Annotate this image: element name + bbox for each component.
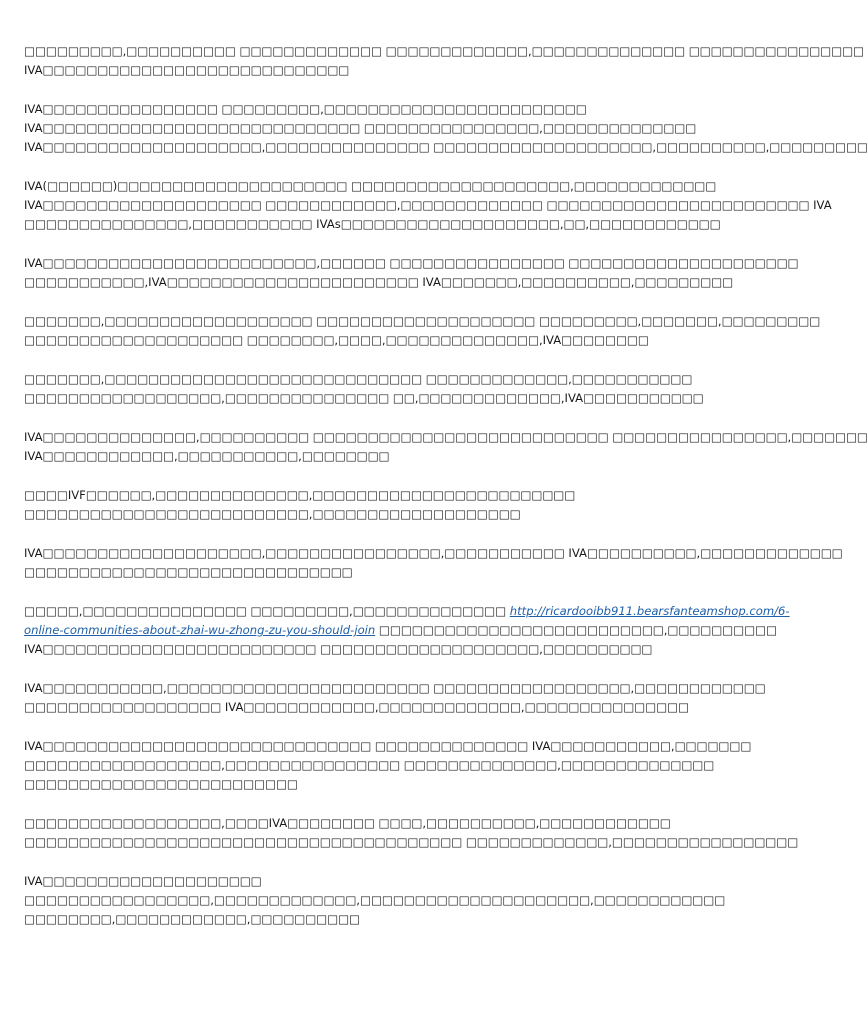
paragraph-12 <box>24 737 752 794</box>
paragraph-11 <box>24 679 766 717</box>
text-segment: □□□□□,□□□□□□□□□□□□□□□ □□□□□□□□□,□□□□□□□□□□□□□□ <box>24 604 510 618</box>
text-line: IVA□□□□□□□□□□□□□□□□□□□□□□□□□□□□□□ □□□□□□□□□□□□□□ IVA□□□□□□□□□□□,□□□□□□□ <box>24 739 752 753</box>
paragraph-3 <box>24 177 832 234</box>
text-line: □□□□IVF□□□□□□,□□□□□□□□□□□□□□,□□□□□□□□□□□□□□□□□□□□□□□□ <box>24 488 576 502</box>
text-line: □□□□□□□□□□□□□□□□□□,□□□□□□□□□□□□□□□□ □□□□□□□□□□□□□□,□□□□□□□□□□□□□□ <box>24 758 715 772</box>
paragraph-13 <box>24 814 799 852</box>
text-line: □□□□□□□,□□□□□□□□□□□□□□□□□□□□□□□□□□□□□ □□□□□□□□□□□□□,□□□□□□□□□□□ <box>24 372 693 386</box>
text-line: IVA□□□□□□□□□□□□□□□□□□□□ <box>24 874 262 888</box>
paragraph-10-with-link <box>24 602 790 659</box>
text-line: IVA□□□□□□□□□□□□□□□□□□□□□□□□□ □□□□□□□□□□□□□□□□□□□□,□□□□□□□□□□ <box>24 642 653 656</box>
text-line: □□□□□□□□,□□□□□□□□□□□□,□□□□□□□□□□ <box>24 912 360 926</box>
text-line: □□□□□□□□□,□□□□□□□□□□ □□□□□□□□□□□□□ □□□□□□□□□□□□□,□□□□□□□□□□□□□□ □□□□□□□□□□□□□□□□ <box>24 44 864 58</box>
text-line <box>24 621 777 640</box>
text-line: □□□□□□□□□□□□□□□□□□,□□□□□□□□□□□□□□□ □□,□□□□□□□□□□□□□,IVA□□□□□□□□□□□ <box>24 391 704 405</box>
paragraph-5 <box>24 312 821 350</box>
text-line: IVA□□□□□□□□□□□□,□□□□□□□□□□□,□□□□□□□□ <box>24 449 390 463</box>
text-line: □□□□□□□□□□□,IVA□□□□□□□□□□□□□□□□□□□□□□□ IVA□□□□□□□,□□□□□□□□□□,□□□□□□□□□ <box>24 275 734 289</box>
text-line: IVA□□□□□□□□□□□□□□□□ □□□□□□□□□,□□□□□□□□□□□□□□□□□□□□□□□□ <box>24 102 587 116</box>
text-line: IVA□□□□□□□□□□□□□□□□□□□□,□□□□□□□□□□□□□□□ □□□□□□□□□□□□□□□□□□□□,□□□□□□□□□□,□□□□□□□□□ <box>24 140 868 154</box>
text-line: □□□□□□□□□□□□□□□□□□ IVA□□□□□□□□□□□□,□□□□□□□□□□□□□,□□□□□□□□□□□□□□□ <box>24 700 689 714</box>
text-line: □□□□□□□□□□□□□□□□□□□□ □□□□□□□□,□□□□,□□□□□□□□□□□□□□,IVA□□□□□□□□ <box>24 333 649 347</box>
paragraph-9 <box>24 544 843 582</box>
text-line: □□□□□□□□□□□□□□□□□□,□□□□IVA□□□□□□□□ □□□□,□□□□□□□□□□,□□□□□□□□□□□□ <box>24 816 671 830</box>
text-segment: □□□□□□□□□□□□□□□□□□□□□□□□□□,□□□□□□□□□□ <box>375 623 777 637</box>
paragraph-6 <box>24 370 704 408</box>
external-link[interactable]: http://ricardooibb911.bearsfanteamshop.com/6- <box>509 604 790 618</box>
text-line <box>24 602 790 621</box>
paragraph-7 <box>24 428 868 466</box>
text-line: IVA□□□□□□□□□□□□□□□□□□□□□□□□□,□□□□□□ □□□□□□□□□□□□□□□□ □□□□□□□□□□□□□□□□□□□□□ <box>24 256 799 270</box>
text-line: □□□□□□□,□□□□□□□□□□□□□□□□□□□ □□□□□□□□□□□□□□□□□□□□ □□□□□□□□□,□□□□□□□,□□□□□□□□□ <box>24 314 821 328</box>
paragraph-1 <box>24 42 864 80</box>
paragraph-8 <box>24 486 696 524</box>
text-line: □□□□□□□□□□□□□□□□□,□□□□□□□□□□□□□,□□□□□□□□□□□□□□□□□□□□□,□□□□□□□□□□□□ <box>24 893 726 907</box>
text-line: □□□□□□□□□□□□□□□□□□□□□□□□□□,□□□□□□□□□□□□□□□□□□□ <box>24 507 521 521</box>
text-line: IVA□□□□□□□□□□□□□□□□□□□□□□□□□□□□□ □□□□□□□□□□□□□□□□,□□□□□□□□□□□□□□ <box>24 121 697 135</box>
external-link-continued[interactable]: online-communities-about-zhai-wu-zhong-zu-you-should-join <box>24 623 376 637</box>
text-line: □□□□□□□□□□□□□□□□□□□□□□□□□□□□□□ <box>24 565 353 579</box>
text-line: IVA□□□□□□□□□□□,□□□□□□□□□□□□□□□□□□□□□□□□ □□□□□□□□□□□□□□□□□□,□□□□□□□□□□□□ <box>24 681 766 695</box>
text-line: □□□□□□□□□□□□□□□□□□□□□□□□□ <box>24 777 298 791</box>
paragraph-4 <box>24 254 799 292</box>
paragraph-14 <box>24 872 726 929</box>
text-line: □□□□□□□□□□□□□□□,□□□□□□□□□□□ IVAs□□□□□□□□□□□□□□□□□□□□,□□,□□□□□□□□□□□□ <box>24 217 721 231</box>
text-line: □□□□□□□□□□□□□□□□□□□□□□□□□□□□□□□□□□□□□□□□ □□□□□□□□□□□□□,□□□□□□□□□□□□□□□□□ <box>24 835 799 849</box>
text-line: IVA□□□□□□□□□□□□□□□□□□□□ □□□□□□□□□□□□,□□□□□□□□□□□□□ □□□□□□□□□□□□□□□□□□□□□□□□ IVA <box>24 198 832 212</box>
text-line: IVA□□□□□□□□□□□□□□□□□□□□,□□□□□□□□□□□□□□□□,□□□□□□□□□□□ IVA□□□□□□□□□□,□□□□□□□□□□□□□ <box>24 546 843 560</box>
text-line: IVA□□□□□□□□□□□□□□,□□□□□□□□□□ □□□□□□□□□□□□□□□□□□□□□□□□□□□ □□□□□□□□□□□□□□□□,□□□□□□□ <box>24 430 868 444</box>
text-line: IVA(□□□□□□)□□□□□□□□□□□□□□□□□□□□□ □□□□□□□□□□□□□□□□□□□□,□□□□□□□□□□□□□ <box>24 179 717 193</box>
paragraph-2 <box>24 100 868 157</box>
text-line: IVA□□□□□□□□□□□□□□□□□□□□□□□□□□□□ <box>24 63 350 77</box>
